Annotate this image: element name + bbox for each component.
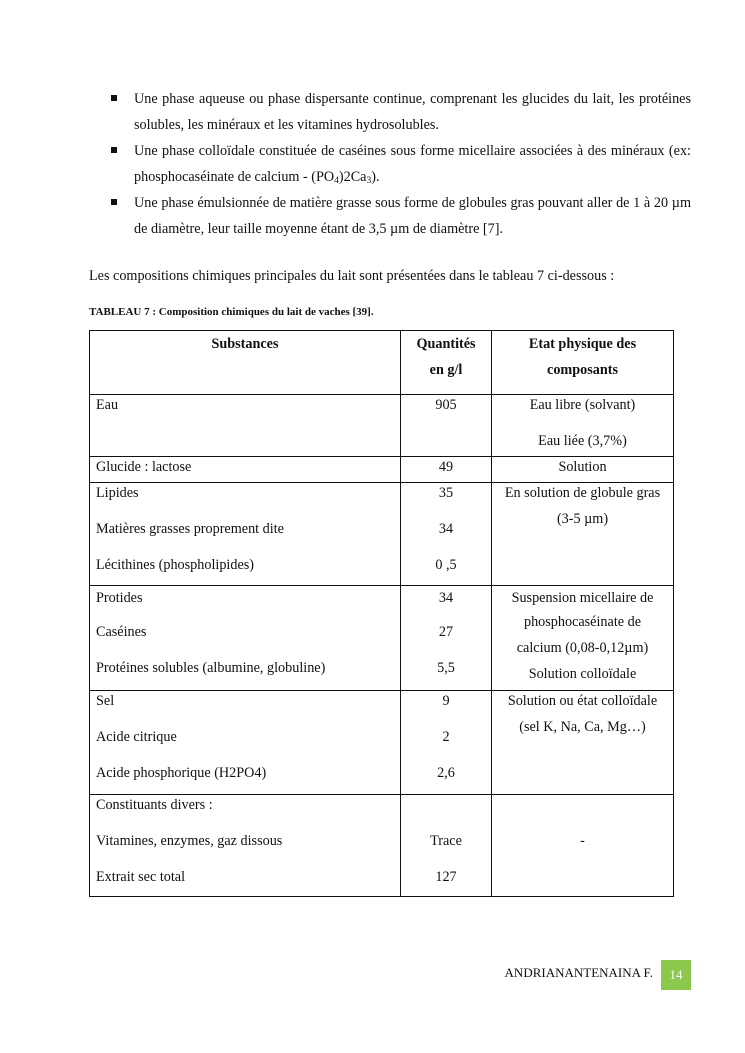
cell-text: Protides [96, 590, 143, 606]
bullet-text: Une phase colloïdale constituée de caséines sous forme micellaire associées à des minéraux (ex: phosphocaséinate de calcium - (PO [134, 143, 691, 185]
cell-text: 905 [435, 397, 457, 413]
bullet-item [111, 86, 691, 138]
cell-state [492, 457, 674, 483]
cell-text: (sel K, Na, Ca, Mg…) [519, 719, 646, 735]
cell-state [492, 483, 674, 586]
header-text: Etat physique des [528, 336, 637, 352]
cell-quantity [401, 795, 492, 897]
cell-text: 5,5 [437, 660, 455, 676]
cell-state [492, 586, 674, 691]
bullet-item [111, 190, 691, 242]
table-header-row [90, 331, 674, 395]
cell-text: Solution ou état colloïdale [507, 693, 658, 709]
cell-text: 34 [438, 521, 454, 537]
cell-text: Lécithines (phospholipides) [96, 557, 255, 573]
square-bullet-icon [111, 147, 117, 153]
cell-text: Vitamines, enzymes, gaz dissous [96, 833, 283, 849]
cell-text: Eau [96, 397, 119, 413]
composition-table [89, 330, 674, 897]
cell-text: Glucide : lactose [96, 459, 192, 475]
cell-text: 2,6 [437, 765, 455, 781]
header-text: composants [547, 362, 618, 378]
header-text: Quantités [416, 336, 476, 352]
header-etat [492, 331, 674, 395]
cell-state [492, 795, 674, 897]
cell-text: Solution [558, 459, 607, 475]
cell-text: (3-5 µm) [556, 511, 609, 527]
cell-text: 0 ,5 [435, 557, 457, 573]
cell-text: Constituants divers : [96, 797, 213, 813]
cell-state [492, 395, 674, 457]
subscript: 3 [366, 176, 372, 186]
table-row [90, 457, 674, 483]
bullet-text: ). [371, 169, 380, 185]
cell-substance [90, 691, 401, 795]
square-bullet-icon [111, 199, 117, 205]
cell-text: calcium (0,08-0,12µm) [516, 640, 649, 656]
cell-text: Suspension micellaire de [511, 590, 654, 606]
header-quantites [401, 331, 492, 395]
cell-substance [90, 483, 401, 586]
cell-text: Eau liée (3,7%) [538, 433, 627, 449]
cell-text: 127 [435, 869, 457, 885]
cell-quantity [401, 483, 492, 586]
cell-text: En solution de globule gras [504, 485, 661, 501]
cell-substance [90, 586, 401, 691]
cell-substance [90, 395, 401, 457]
cell-text: Extrait sec total [96, 869, 186, 885]
bullet-text: Une phase émulsionnée de matière grasse sous forme de globules gras pouvant aller de 1 à 20 µm de diamètre, leur taille moyenne étant de 3,5 µm de diamètre [7]. [134, 195, 691, 237]
page-number-badge: 14 [661, 960, 691, 990]
cell-text: - [580, 833, 585, 849]
footer-author: ANDRIANANTENAINA F. [504, 965, 653, 980]
header-substances [90, 331, 401, 395]
cell-text [495, 795, 670, 831]
cell-text: Trace [430, 833, 462, 849]
cell-state [492, 691, 674, 795]
bullet-text: )2Ca [338, 169, 367, 185]
bullet-item [111, 138, 691, 190]
square-bullet-icon [111, 95, 117, 101]
cell-text: Matières grasses proprement dite [96, 521, 284, 537]
cell-quantity [401, 457, 492, 483]
cell-quantity [401, 691, 492, 795]
cell-text [407, 795, 485, 831]
header-text: Substances [211, 336, 279, 352]
cell-text: 34 [438, 590, 454, 606]
bullet-text: Une phase aqueuse ou phase dispersante continue, comprenant les glucides du lait, les protéines solubles, les minéraux et les vitamines hydrosolubles. [134, 91, 691, 133]
cell-text: Sel [96, 693, 115, 709]
cell-text: Protéines solubles (albumine, globuline) [96, 660, 326, 676]
table-row [90, 483, 674, 586]
cell-text: 9 [442, 693, 450, 709]
table-row [90, 795, 674, 897]
subscript: 4 [334, 176, 339, 186]
cell-text: Solution colloïdale [528, 666, 637, 682]
cell-substance [90, 795, 401, 897]
table-row [90, 395, 674, 457]
cell-quantity [401, 586, 492, 691]
cell-text: 35 [438, 485, 454, 501]
table-row [90, 586, 674, 691]
bullet-list [111, 86, 691, 242]
cell-text: Lipides [96, 485, 139, 501]
cell-text: Caséines [96, 624, 147, 640]
header-text: en g/l [429, 362, 463, 378]
intro-paragraph: Les compositions chimiques principales du lait sont présentées dans le tableau 7 ci-dessous : [89, 268, 615, 284]
cell-text: 27 [438, 624, 454, 640]
cell-text: Eau libre (solvant) [529, 397, 636, 413]
cell-quantity [401, 395, 492, 457]
cell-substance [90, 457, 401, 483]
cell-text: 2 [442, 729, 450, 745]
cell-text: Acide citrique [96, 729, 177, 745]
table-row [90, 691, 674, 795]
cell-text: 49 [438, 459, 454, 475]
cell-text [495, 867, 670, 895]
cell-text: Acide phosphorique (H2PO4) [96, 765, 267, 781]
table-caption: TABLEAU 7 : Composition chimiques du lait de vaches [39]. [89, 306, 374, 318]
cell-text: phosphocaséinate de [523, 614, 641, 630]
